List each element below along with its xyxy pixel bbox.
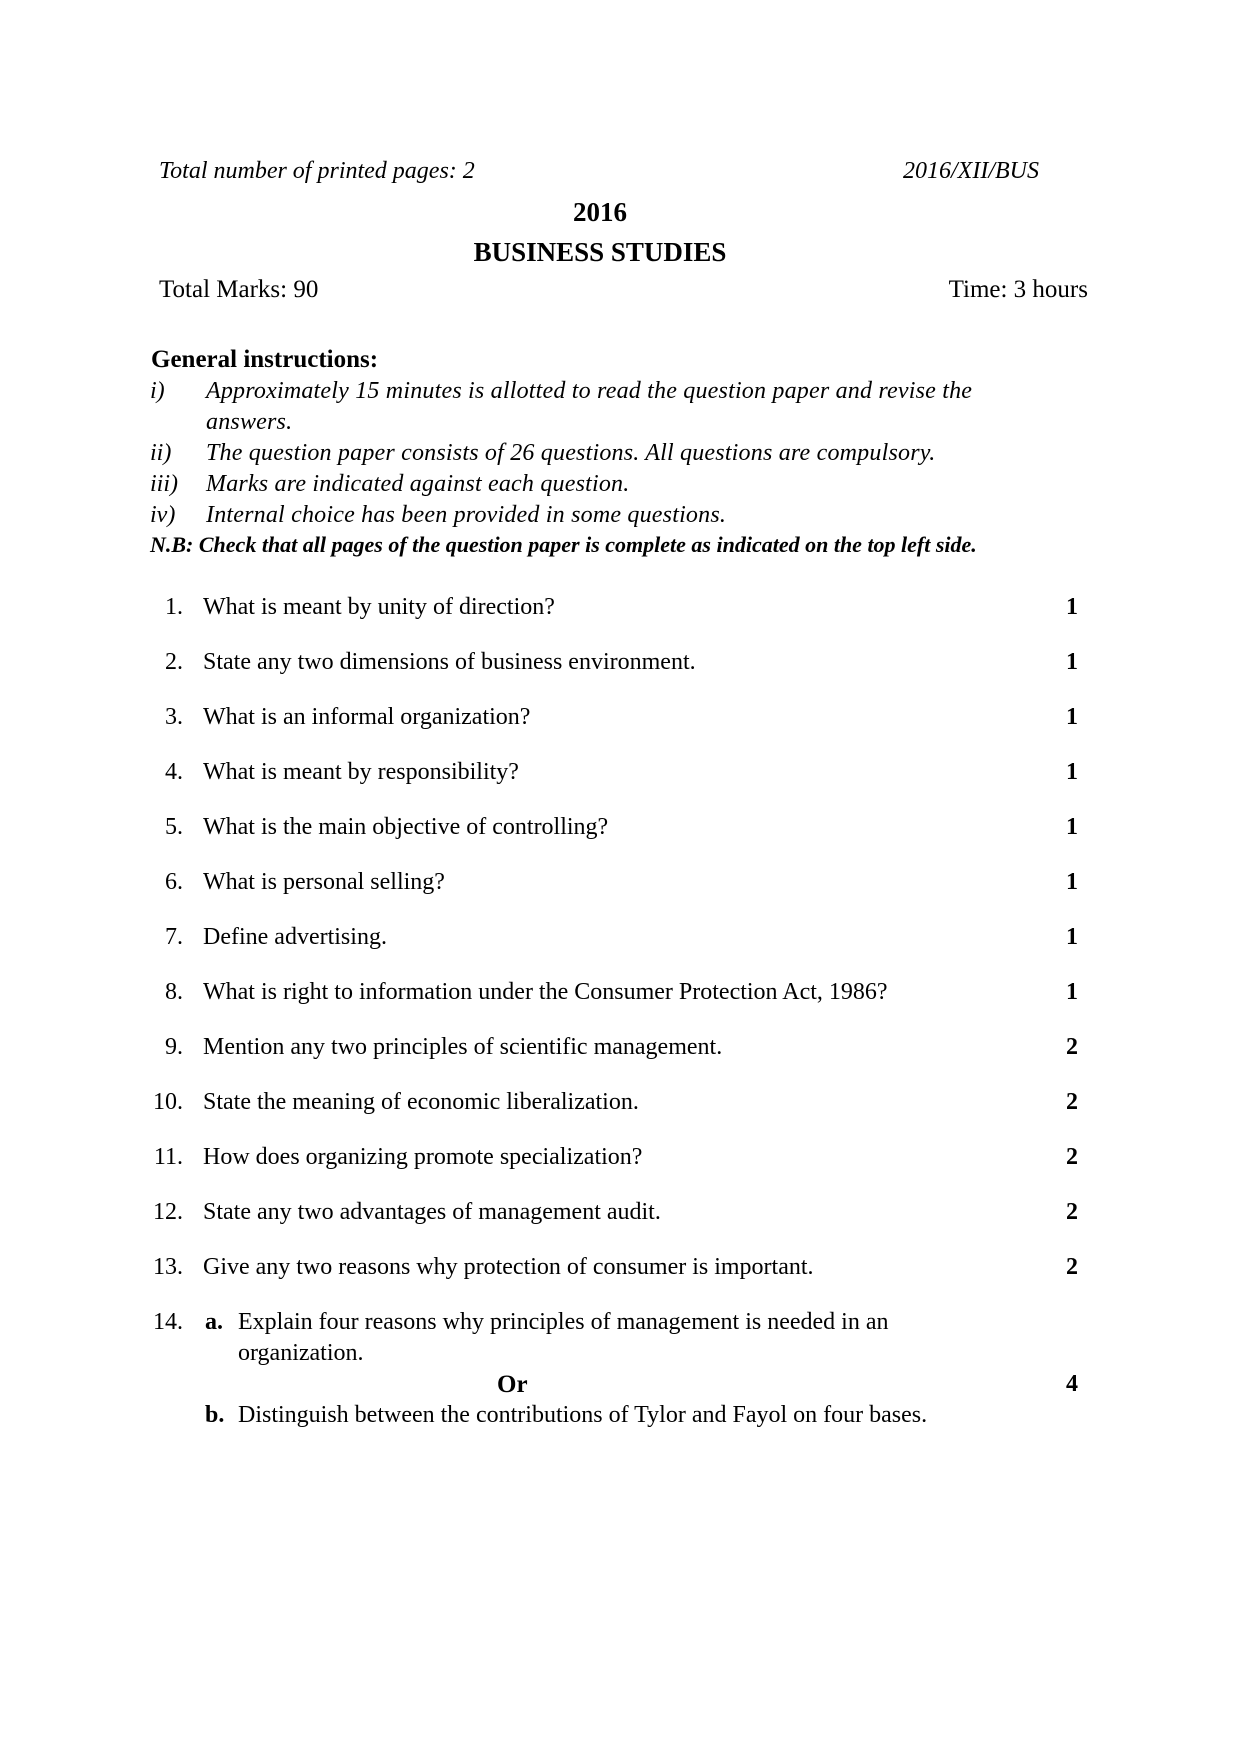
question-14-number: 14. — [153, 1309, 183, 1335]
instruction-text: Approximately 15 minutes is allotted to read the question paper and revise the — [206, 378, 973, 404]
question-number: 13. — [153, 1254, 183, 1280]
instructions-title: General instructions: — [151, 346, 379, 373]
exam-time: Time: 3 hours — [948, 276, 1088, 303]
question-marks: 1 — [1066, 594, 1078, 620]
question-number: 9. — [165, 1034, 183, 1060]
instruction-number: i) — [150, 378, 165, 404]
option-b-text: Distinguish between the contributions of Tylor and Fayol on four bases. — [238, 1402, 928, 1428]
question-marks: 2 — [1066, 1144, 1078, 1170]
or-separator: Or — [497, 1371, 528, 1398]
question-text: What is meant by unity of direction? — [203, 594, 555, 620]
instruction-number: ii) — [150, 440, 172, 466]
question-number: 12. — [153, 1199, 183, 1225]
question-number: 3. — [165, 704, 183, 730]
option-a-text-continued: organization. — [238, 1340, 364, 1366]
question-text: State the meaning of economic liberalization. — [203, 1089, 639, 1115]
question-text: What is the main objective of controlling? — [203, 814, 609, 840]
question-text: Mention any two principles of scientific management. — [203, 1034, 723, 1060]
question-marks: 2 — [1066, 1034, 1078, 1060]
question-number: 11. — [153, 1144, 183, 1170]
question-marks: 2 — [1066, 1089, 1078, 1115]
question-text: Define advertising. — [203, 924, 387, 950]
option-a-text: Explain four reasons why principles of management is needed in an — [238, 1309, 889, 1335]
question-text: Give any two reasons why protection of consumer is important. — [203, 1254, 814, 1280]
question-marks: 1 — [1066, 704, 1078, 730]
question-text: What is personal selling? — [203, 869, 445, 895]
question-14-marks: 4 — [1066, 1371, 1078, 1397]
instruction-number: iv) — [150, 502, 176, 528]
question-marks: 1 — [1066, 814, 1078, 840]
question-marks: 2 — [1066, 1254, 1078, 1280]
instruction-text-continued: answers. — [206, 409, 293, 435]
question-text: State any two dimensions of business environment. — [203, 649, 696, 675]
printed-pages-note: Total number of printed pages: 2 — [159, 158, 475, 184]
question-marks: 2 — [1066, 1199, 1078, 1225]
question-marks: 1 — [1066, 979, 1078, 1005]
paper-code: 2016/XII/BUS — [903, 158, 1039, 184]
question-text: How does organizing promote specialization? — [203, 1144, 643, 1170]
option-a-label: a. — [205, 1309, 223, 1335]
total-marks: Total Marks: 90 — [159, 276, 319, 303]
question-text: State any two advantages of management audit. — [203, 1199, 661, 1225]
instruction-text: Marks are indicated against each question. — [206, 471, 630, 497]
question-marks: 1 — [1066, 759, 1078, 785]
instruction-text: Internal choice has been provided in some questions. — [206, 502, 727, 528]
question-number: 5. — [165, 814, 183, 840]
question-number: 6. — [165, 869, 183, 895]
question-number: 4. — [165, 759, 183, 785]
exam-year: 2016 — [573, 197, 627, 227]
option-b-label: b. — [205, 1402, 225, 1428]
question-number: 1. — [165, 594, 183, 620]
question-marks: 1 — [1066, 649, 1078, 675]
question-number: 8. — [165, 979, 183, 1005]
subject-title: BUSINESS STUDIES — [473, 237, 727, 267]
instruction-number: iii) — [150, 471, 178, 497]
question-text: What is meant by responsibility? — [203, 759, 519, 785]
instruction-text: The question paper consists of 26 questions. All questions are compulsory. — [206, 440, 936, 466]
question-marks: 1 — [1066, 869, 1078, 895]
question-text: What is right to information under the Consumer Protection Act, 1986? — [203, 979, 888, 1005]
question-number: 7. — [165, 924, 183, 950]
question-number: 2. — [165, 649, 183, 675]
question-marks: 1 — [1066, 924, 1078, 950]
nb-note: N.B: Check that all pages of the question paper is complete as indicated on the top left side. — [150, 532, 977, 557]
question-number: 10. — [153, 1089, 183, 1115]
question-text: What is an informal organization? — [203, 704, 531, 730]
